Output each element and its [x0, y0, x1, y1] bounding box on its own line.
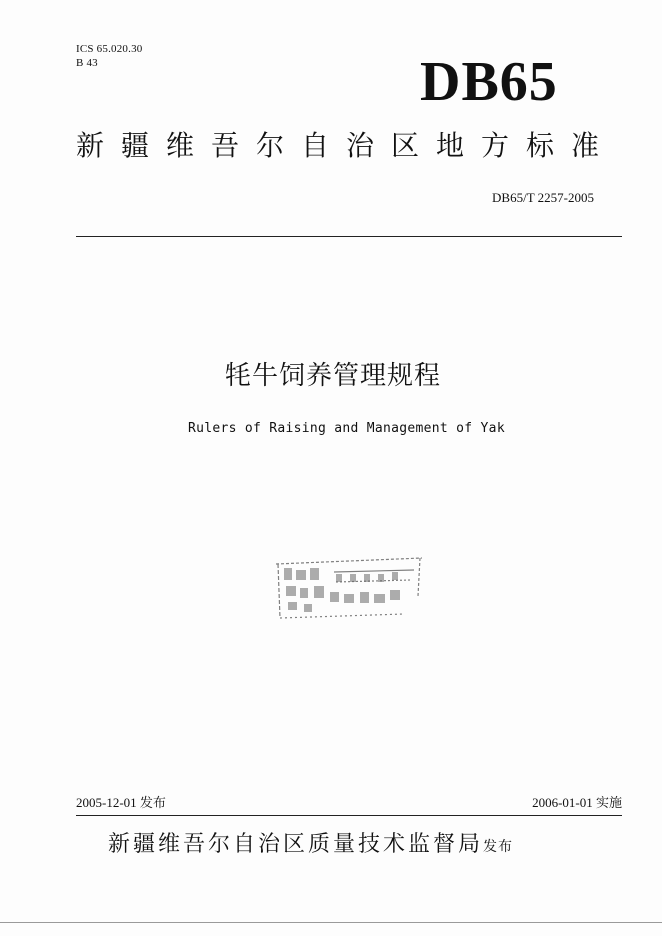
issuer-title: 新疆维吾尔自治区地方标准: [76, 129, 617, 162]
publish-date: 2005-12-01 发布: [76, 795, 166, 810]
authority-suffix: 发布: [483, 839, 514, 855]
dates-row: [76, 794, 622, 814]
document-title-chinese: 牦牛饲养管理规程: [224, 361, 441, 391]
library-stamp-mark: [274, 552, 424, 622]
standard-number: DB65/T 2257-2005: [492, 190, 594, 205]
implement-date: 2006-01-01 实施: [532, 795, 622, 810]
standard-logo: DB65: [420, 51, 558, 113]
publishing-authority: [108, 828, 513, 864]
header-divider: [76, 236, 622, 237]
document-title-english: Rulers of Raising and Management of Yak: [188, 421, 505, 436]
class-code: B 43: [76, 57, 98, 69]
ics-code: ICS 65.020.30: [76, 43, 143, 55]
scan-edge-line: [0, 922, 662, 923]
authority-name: 新疆维吾尔自治区质量技术监督局: [108, 832, 484, 857]
classification-codes: [76, 42, 142, 70]
footer-divider: [76, 815, 622, 816]
